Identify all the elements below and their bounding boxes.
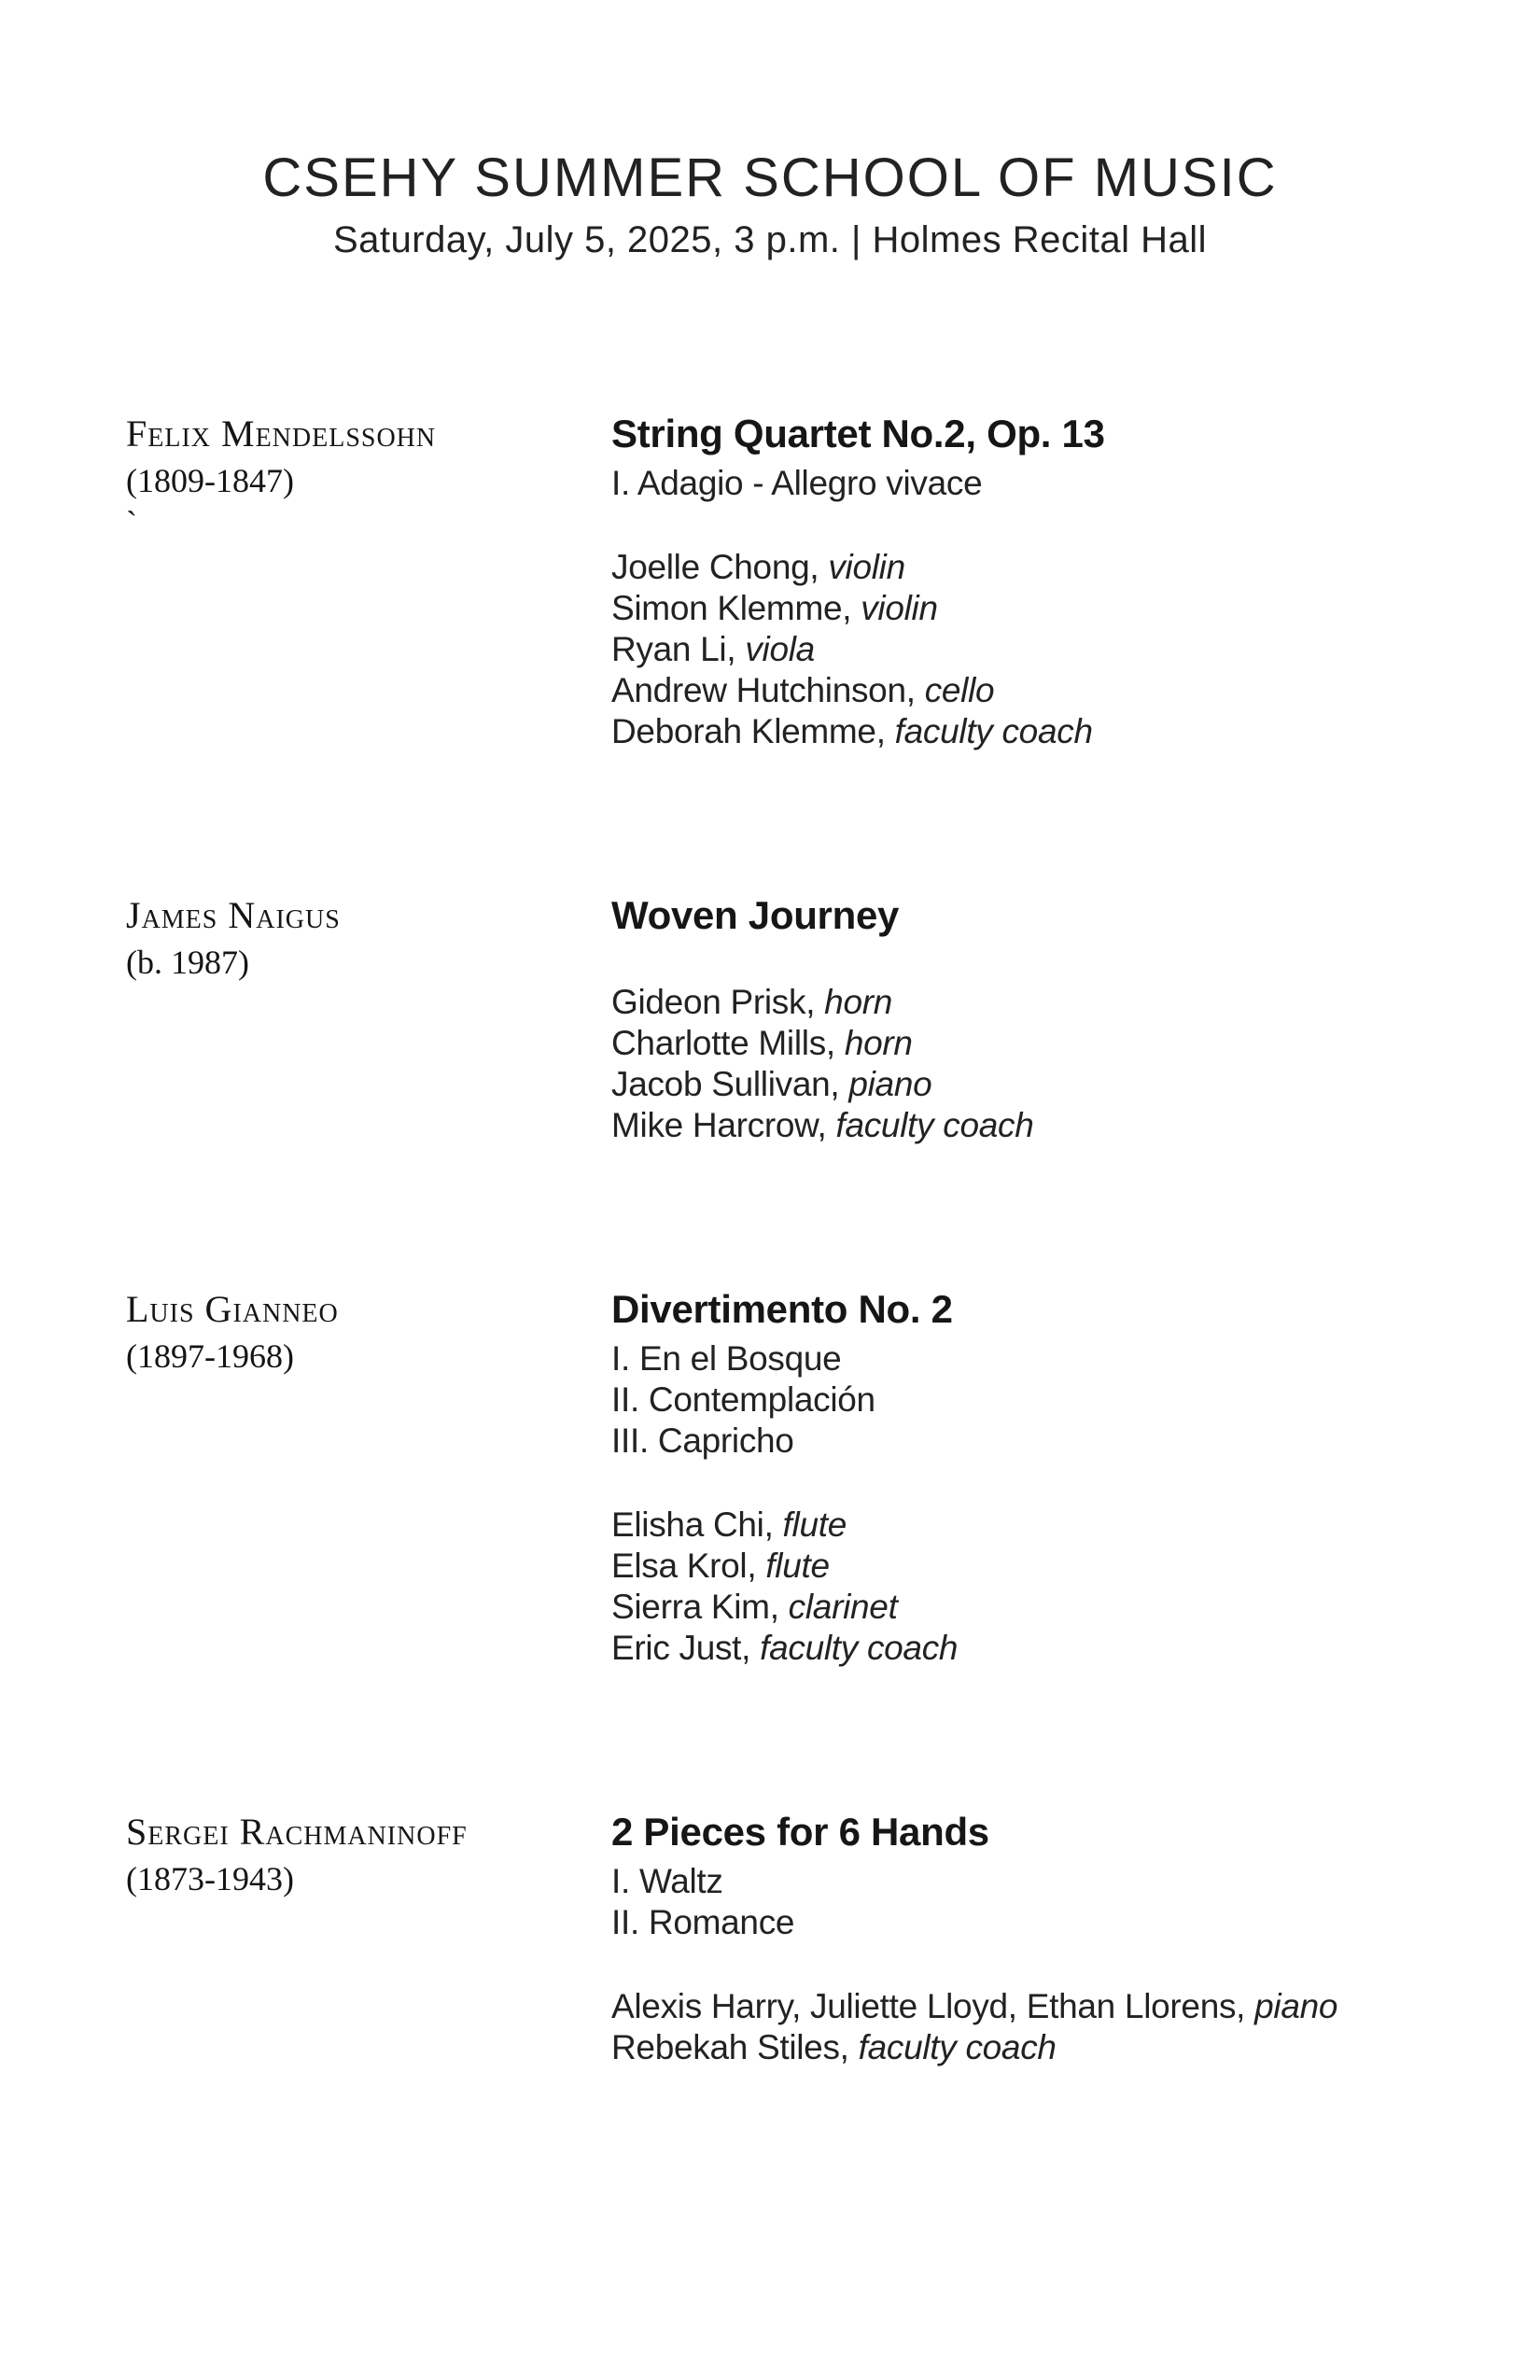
performer-name: Alexis Harry, Juliette Lloyd, Ethan Llorens, — [611, 1987, 1255, 2025]
piece-title: Divertimento No. 2 — [611, 1287, 953, 1331]
piece-title: 2 Pieces for 6 Hands — [611, 1810, 989, 1854]
performer-name: Elisha Chi, — [611, 1505, 783, 1544]
program-entry — [0, 892, 1540, 1146]
composer-dates: (1873-1943) — [126, 1860, 294, 1897]
performer-line — [611, 1505, 1456, 1546]
piece-column — [611, 1809, 1456, 2068]
performer-role: piano — [848, 1065, 932, 1103]
performer-role: flute — [765, 1547, 830, 1585]
performer-line — [611, 1628, 1456, 1669]
program-list — [0, 411, 1540, 2068]
performer-line — [611, 1546, 1456, 1587]
composer-column — [126, 892, 611, 986]
page-subtitle: Saturday, July 5, 2025, 3 p.m. | Holmes Recital Hall — [332, 219, 1208, 260]
composer-name: Sergei Rachmaninoff — [126, 1811, 468, 1853]
performer-role: cello — [924, 671, 995, 709]
program-entry — [0, 1809, 1540, 2068]
performer-line — [611, 629, 1456, 670]
performer-name: Ryan Li, — [611, 630, 746, 668]
performer-role: horn — [844, 1024, 913, 1062]
movement-list — [611, 1861, 1456, 1943]
composer-dates: (b. 1987) — [126, 944, 249, 981]
performer-role: faculty coach — [858, 2028, 1057, 2066]
performer-role: flute — [782, 1505, 847, 1544]
movement-line: I. Adagio - Allegro vivace — [611, 464, 983, 502]
page-header — [0, 0, 1540, 263]
performer-list — [611, 547, 1456, 752]
performer-name: Deborah Klemme, — [611, 712, 895, 750]
movement-list — [611, 463, 1456, 504]
performer-list — [611, 1986, 1456, 2068]
performer-line — [611, 588, 1456, 629]
piece-column — [611, 892, 1456, 1146]
piece-title: Woven Journey — [611, 893, 900, 937]
performer-name: Joelle Chong, — [611, 548, 829, 586]
movement-line: II. Contemplación — [611, 1380, 875, 1419]
performer-line — [611, 1587, 1456, 1628]
composer-note: ` — [126, 504, 137, 541]
page-title: CSEHY SUMMER SCHOOL OF MUSIC — [262, 147, 1278, 208]
performer-name: Jacob Sullivan, — [611, 1065, 849, 1103]
movement-line: I. En el Bosque — [611, 1339, 842, 1378]
performer-line — [611, 982, 1456, 1023]
movement-list — [611, 1338, 1456, 1462]
performer-role: clarinet — [788, 1588, 898, 1626]
movement-line: III. Capricho — [611, 1421, 794, 1460]
performer-name: Charlotte Mills, — [611, 1024, 845, 1062]
performer-name: Sierra Kim, — [611, 1588, 789, 1626]
performer-role: violin — [861, 589, 938, 627]
composer-column — [126, 1286, 611, 1379]
performer-line — [611, 711, 1456, 752]
performer-name: Andrew Hutchinson, — [611, 671, 925, 709]
performer-role: faculty coach — [760, 1629, 959, 1667]
performer-line — [611, 1105, 1456, 1146]
performer-line — [611, 670, 1456, 711]
piece-title: String Quartet No.2, Op. 13 — [611, 412, 1105, 455]
performer-name: Rebekah Stiles, — [611, 2028, 859, 2066]
composer-name: Luis Gianneo — [126, 1288, 339, 1330]
composer-column — [126, 411, 611, 541]
composer-dates: (1897-1968) — [126, 1337, 294, 1375]
performer-role: viola — [745, 630, 815, 668]
performer-line — [611, 1064, 1456, 1105]
performer-role: faculty coach — [894, 712, 1093, 750]
composer-name: Felix Mendelssohn — [126, 413, 437, 455]
performer-line — [611, 2027, 1456, 2068]
performer-list — [611, 982, 1456, 1146]
performer-name: Eric Just, — [611, 1629, 761, 1667]
piece-column — [611, 1286, 1456, 1669]
performer-name: Simon Klemme, — [611, 589, 861, 627]
composer-name: James Naigus — [126, 894, 341, 936]
performer-role: piano — [1254, 1987, 1338, 2025]
performer-role: violin — [828, 548, 905, 586]
movement-line: I. Waltz — [611, 1862, 723, 1900]
performer-role: horn — [824, 983, 893, 1021]
program-entry — [0, 1286, 1540, 1669]
composer-dates: (1809-1847) — [126, 462, 294, 499]
performer-line — [611, 1023, 1456, 1064]
performer-line — [611, 547, 1456, 588]
movement-line: II. Romance — [611, 1903, 795, 1941]
piece-column — [611, 411, 1456, 752]
performer-role: faculty coach — [835, 1106, 1034, 1144]
performer-name: Elsa Krol, — [611, 1547, 766, 1585]
performer-name: Mike Harcrow, — [611, 1106, 836, 1144]
composer-column — [126, 1809, 611, 1902]
program-entry — [0, 411, 1540, 752]
performer-name: Gideon Prisk, — [611, 983, 825, 1021]
performer-line — [611, 1986, 1456, 2027]
performer-list — [611, 1505, 1456, 1669]
